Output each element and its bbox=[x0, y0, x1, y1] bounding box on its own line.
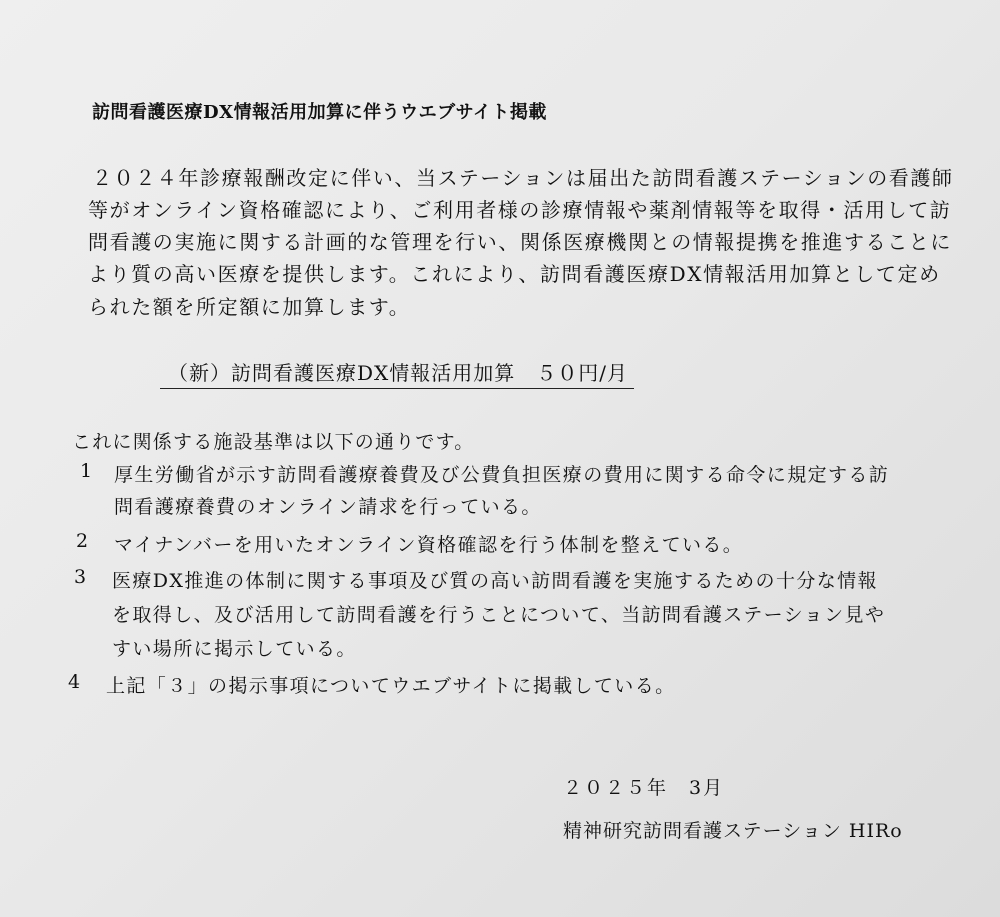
criteria-line: 厚生労働省が示す訪問看護療養費及び公費負担医療の費用に関する命令に規定する訪 bbox=[114, 464, 890, 486]
criteria-line: マイナンバーを用いたオンライン資格確認を行う体制を整えている。 bbox=[114, 534, 744, 556]
organization-name: 精神研究訪問看護ステーション HIRo bbox=[563, 820, 903, 842]
criteria-intro: これに関係する施設基準は以下の通りです。 bbox=[72, 431, 475, 453]
criteria-line: 医療DX推進の体制に関する事項及び質の高い訪問看護を実施するための十分な情報 bbox=[112, 570, 878, 592]
fee-line: （新）訪問看護医療DX情報活用加算 ５０円/月 bbox=[160, 357, 634, 389]
paragraph-line: 等がオンライン資格確認により、ご利用者様の診療情報や薬剤情報等を取得・活用して訪 bbox=[88, 198, 952, 222]
criteria-number: 2 bbox=[76, 530, 89, 552]
criteria-number: 1 bbox=[80, 460, 93, 482]
criteria-line: を取得し、及び活用して訪問看護を行うことについて、当訪問看護ステーション見や bbox=[112, 604, 886, 626]
document-title: 訪問看護医療DX情報活用加算に伴うウエブサイト掲載 bbox=[92, 102, 547, 123]
paragraph-line: より質の高い医療を提供します。これにより、訪問看護医療DX情報活用加算として定め bbox=[88, 262, 941, 286]
paragraph-line: 問看護の実施に関する計画的な管理を行い、関係医療機関との情報提携を推進することに bbox=[88, 230, 952, 254]
criteria-line: 問看護療養費のオンライン請求を行っている。 bbox=[114, 496, 542, 518]
document-date: ２０２５年 3月 bbox=[563, 777, 725, 799]
paragraph-line: ２０２４年診療報酬改定に伴い、当ステーションは届出た訪問看護ステーションの看護師 bbox=[92, 166, 954, 190]
criteria-number: 3 bbox=[74, 566, 87, 588]
criteria-line: すい場所に掲示している。 bbox=[112, 638, 357, 660]
criteria-line: 上記「３」の掲示事項についてウエブサイトに掲載している。 bbox=[106, 675, 676, 697]
criteria-number: 4 bbox=[68, 671, 81, 693]
paragraph-line: られた額を所定額に加算します。 bbox=[88, 295, 411, 319]
